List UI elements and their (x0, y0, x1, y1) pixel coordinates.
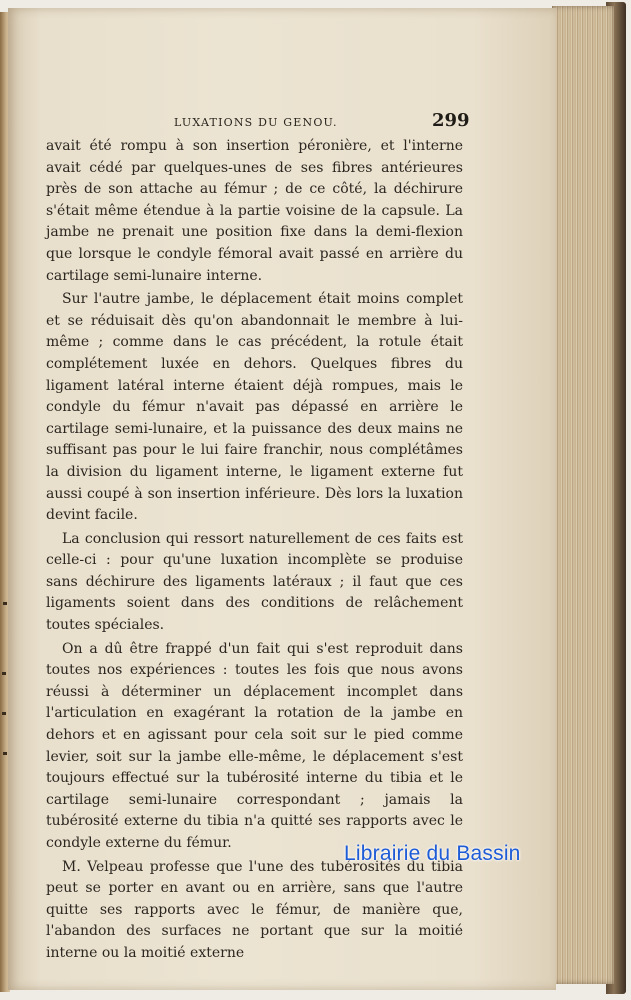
spine-mark (2, 672, 6, 675)
paragraph: La conclusion qui ressort naturellement de ces faits est celle-ci : pour qu'une luxation incomplète se produise sans déchirure des ligaments latéraux ; il faut que ces ligaments soient dans des conditions de relâchement toutes spéciales. (46, 530, 463, 634)
spine-mark (3, 752, 7, 755)
running-head: LUXATIONS DU GENOU. (174, 116, 338, 129)
spine-mark (2, 712, 6, 715)
page-header (44, 110, 470, 134)
page-block-edge (552, 6, 614, 984)
paragraph: avait été rompu à son insertion péronière, et l'interne avait cédé par quelques-unes de ses fibres antérieures près de son attache au fémur ; de ce côté, la déchirure s'était même étendue à la partie voisine de la capsule. La jambe ne prenait une position fixe dans la demi-flexion que lorsque le condyle fémoral avait passé en arrière du cartilage semi-lunaire interne. (46, 138, 463, 284)
watermark: Librairie du Bassin (344, 842, 521, 865)
paragraph: Sur l'autre jambe, le déplacement était moins complet et se réduisait dès qu'on abandonnait le membre à lui-même ; comme dans le cas précédent, la rotule était complétement luxée en dehors. Quelques fibres du ligament latéral interne étaient déjà rompues, mais le condyle du fémur n'avait pas dépassé en arrière le cartilage semi-lunaire, et la puissance des deux mains ne suffisant pas pour le lui faire franchir, nous complétâmes la division du ligament interne, le ligament externe fut aussi coupé à son insertion inférieure. Dès lors la luxation devint facile. (46, 291, 463, 524)
paragraph: M. Velpeau professe que l'une des tubérosités du tibia peut se porter en avant ou en arrière, sans que l'autre quitte ses rapports avec le fémur, de manière que, l'abandon des surfaces ne portant que sur la moitié interne ou la moitié externe (46, 858, 463, 961)
spine-mark (3, 602, 7, 605)
page-number: 299 (432, 110, 470, 131)
paragraph: On a dû être frappé d'un fait qui s'est reproduit dans toutes nos expériences : toutes les fois que nous avons réussi à déterminer un déplacement incomplet dans l'articulation en exagérant la rotation de la jambe en dehors et en agissant pour cela soit sur le pied comme levier, soit sur la jambe elle-même, le déplacement s'est toujours effectué sur la tubérosité interne du tibia et le cartilage semi-lunaire correspondant ; jamais la tubérosité externe du tibia n'a quitté ses rapports avec le condyle externe du fémur. (46, 640, 463, 851)
